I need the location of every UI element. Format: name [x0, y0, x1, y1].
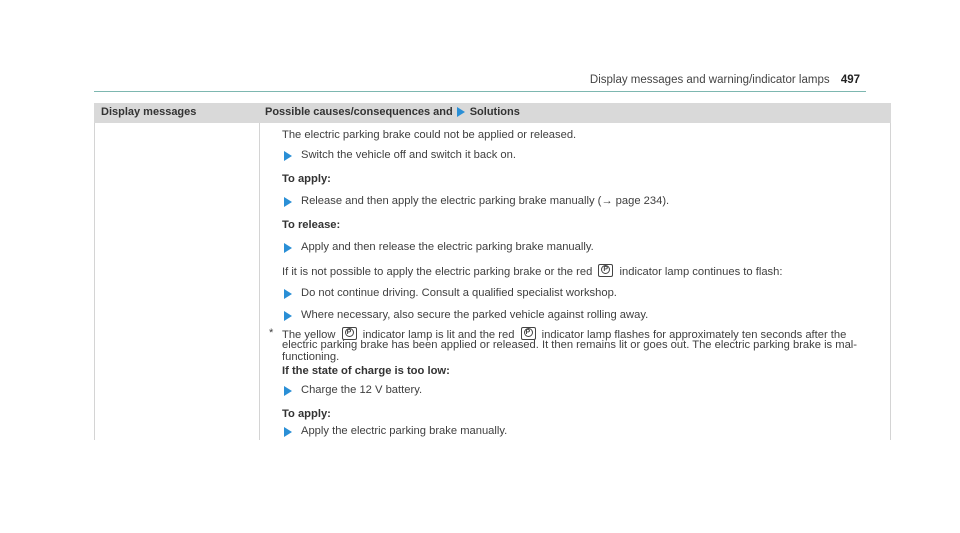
step-text: Switch the vehicle off and switch it back on. — [301, 149, 516, 161]
header-rule — [94, 91, 866, 92]
step-text: Charge the 12 V battery. — [301, 384, 423, 396]
footnote-text-part: indicator lamp flashes for approximately ten seconds after the — [541, 329, 847, 341]
step-text: Apply the electric parking brake manually. — [301, 425, 508, 437]
page-number: 497 — [840, 74, 860, 86]
step-arrow-icon — [284, 151, 292, 161]
step-arrow-icon — [284, 197, 292, 207]
column-header-causes-label: Possible causes/consequences and — [265, 106, 453, 118]
footnote-line: functioning. — [282, 351, 340, 363]
step-text: Release and then apply the electric parking brake manually (→ page 234). — [301, 195, 670, 207]
subheading-charge: If the state of charge is too low: — [282, 365, 450, 377]
footnote-marker: * — [269, 327, 274, 339]
footnote-text-part: indicator lamp is lit and the red — [362, 329, 515, 341]
condition-text — [282, 264, 782, 279]
condition-text-part: indicator lamp continues to flash: — [619, 266, 783, 278]
condition-text-part: If it is not possible to apply the electric parking brake or the red — [282, 266, 593, 278]
step-text: Apply and then release the electric parking brake manually. — [301, 241, 594, 253]
header-title: Display messages and warning/indicator lamps — [589, 74, 830, 86]
step-arrow-icon — [284, 386, 292, 396]
step-arrow-icon — [284, 243, 292, 253]
subheading-release: To release: — [282, 219, 341, 231]
table-body — [94, 103, 891, 440]
subheading-apply: To apply: — [282, 173, 331, 185]
step-arrow-icon — [284, 427, 292, 437]
subheading-apply: To apply: — [282, 408, 331, 420]
footnote-line: electric parking brake has been applied or released. It then remains lit or goes out. The electric parking brake is mal- — [282, 339, 858, 351]
running-header — [590, 74, 860, 86]
column-header-solutions-label: Solutions — [469, 106, 520, 118]
footnote-text-part: The yellow — [282, 329, 336, 341]
step-text: Where necessary, also secure the parked vehicle against rolling away. — [301, 309, 649, 321]
cause-text: The electric parking brake could not be applied or released. — [282, 129, 577, 141]
step-arrow-icon — [284, 311, 292, 321]
step-arrow-icon — [284, 289, 292, 299]
parking-brake-lamp-icon — [598, 264, 613, 277]
column-header-display-messages: Display messages — [101, 106, 197, 118]
step-text: Do not continue driving. Consult a qualified specialist workshop. — [301, 287, 617, 299]
messages-table — [94, 103, 891, 440]
